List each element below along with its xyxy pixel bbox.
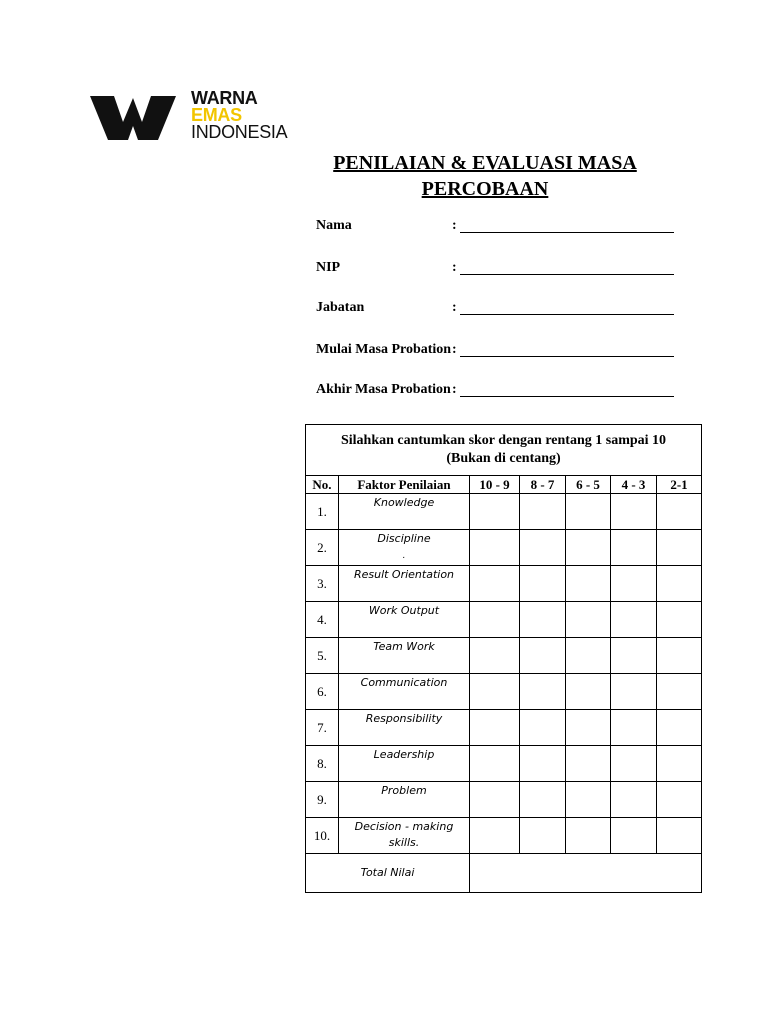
- field-colon: :: [452, 382, 457, 397]
- score-cell[interactable]: [611, 602, 657, 638]
- score-cell[interactable]: [566, 566, 611, 602]
- factor-name: Problem: [339, 782, 470, 818]
- factor-name: [339, 818, 470, 854]
- score-cell[interactable]: [611, 494, 657, 530]
- header-no: No.: [306, 476, 339, 494]
- fill-in-line[interactable]: [460, 356, 674, 357]
- score-cell[interactable]: [657, 674, 702, 710]
- score-cell[interactable]: [520, 602, 566, 638]
- score-cell[interactable]: [657, 710, 702, 746]
- score-cell[interactable]: [470, 782, 520, 818]
- fill-in-line[interactable]: [460, 314, 674, 315]
- factor-name: [339, 530, 470, 566]
- score-cell[interactable]: [520, 530, 566, 566]
- score-cell[interactable]: [657, 566, 702, 602]
- score-cell[interactable]: [520, 710, 566, 746]
- score-cell[interactable]: [566, 638, 611, 674]
- score-cell[interactable]: [520, 566, 566, 602]
- score-cell[interactable]: [520, 782, 566, 818]
- logo-line-warna: WARNA: [191, 88, 258, 108]
- row-number: 10.: [306, 818, 339, 854]
- score-cell[interactable]: [470, 638, 520, 674]
- score-cell[interactable]: [566, 818, 611, 854]
- document-title: [300, 150, 670, 202]
- score-cell[interactable]: [470, 566, 520, 602]
- factor-name: Result Orientation: [339, 566, 470, 602]
- field-label: Akhir Masa Probation: [316, 382, 451, 397]
- score-cell[interactable]: [657, 494, 702, 530]
- logo-w-mark-icon: [90, 92, 176, 142]
- row-number: 6.: [306, 674, 339, 710]
- factor-name: Leadership: [339, 746, 470, 782]
- fill-in-line[interactable]: [460, 274, 674, 275]
- score-cell[interactable]: [520, 746, 566, 782]
- table-row: [306, 602, 702, 638]
- title-line-2: PERCOBAAN: [421, 178, 549, 200]
- table-row: [306, 566, 702, 602]
- field-colon: :: [452, 342, 457, 357]
- field-colon: :: [452, 218, 457, 233]
- score-cell[interactable]: [566, 530, 611, 566]
- row-number: 3.: [306, 566, 339, 602]
- factor-note: .: [402, 551, 406, 561]
- total-row: [306, 854, 702, 893]
- factor-label: Discipline: [377, 532, 431, 545]
- table-header-row: [306, 476, 702, 494]
- score-cell[interactable]: [566, 710, 611, 746]
- score-cell[interactable]: [470, 530, 520, 566]
- row-number: 4.: [306, 602, 339, 638]
- fill-in-line[interactable]: [460, 396, 674, 397]
- logo-wordmark: [191, 90, 287, 141]
- score-cell[interactable]: [470, 710, 520, 746]
- score-cell[interactable]: [611, 674, 657, 710]
- score-cell[interactable]: [611, 566, 657, 602]
- score-cell[interactable]: [566, 746, 611, 782]
- table-row: [306, 494, 702, 530]
- field-label: Nama: [316, 218, 352, 233]
- factor-name: Team Work: [339, 638, 470, 674]
- logo-line-emas: EMAS: [191, 105, 242, 125]
- score-cell[interactable]: [657, 818, 702, 854]
- fill-in-line[interactable]: [460, 232, 674, 233]
- company-logo: [90, 90, 300, 144]
- row-number: 9.: [306, 782, 339, 818]
- factor-name: Knowledge: [339, 494, 470, 530]
- table-row: [306, 818, 702, 854]
- header-score-2-1: 2-1: [657, 476, 702, 494]
- header-score-10-9: 10 - 9: [470, 476, 520, 494]
- total-label: Total Nilai: [306, 854, 470, 893]
- score-cell[interactable]: [520, 674, 566, 710]
- score-cell[interactable]: [566, 782, 611, 818]
- field-colon: :: [452, 300, 457, 315]
- score-cell[interactable]: [657, 530, 702, 566]
- score-cell[interactable]: [470, 746, 520, 782]
- header-score-8-7: 8 - 7: [520, 476, 566, 494]
- row-number: 5.: [306, 638, 339, 674]
- score-cell[interactable]: [657, 602, 702, 638]
- factor-name: Responsibility: [339, 710, 470, 746]
- table-row: [306, 710, 702, 746]
- score-cell[interactable]: [520, 818, 566, 854]
- score-cell[interactable]: [611, 746, 657, 782]
- field-label: Mulai Masa Probation: [316, 342, 452, 357]
- score-cell[interactable]: [611, 530, 657, 566]
- row-number: 8.: [306, 746, 339, 782]
- factor-label: Decision - making: [354, 820, 454, 833]
- score-cell[interactable]: [470, 818, 520, 854]
- table-row: [306, 674, 702, 710]
- score-cell[interactable]: [520, 494, 566, 530]
- score-cell[interactable]: [566, 602, 611, 638]
- score-cell[interactable]: [611, 710, 657, 746]
- factor-name: Work Output: [339, 602, 470, 638]
- total-score-cell[interactable]: [470, 854, 702, 893]
- field-label: Jabatan: [316, 300, 365, 315]
- table-row: [306, 638, 702, 674]
- field-colon: :: [452, 260, 457, 275]
- field-label: NIP: [316, 260, 341, 275]
- table-row: [306, 746, 702, 782]
- row-number: 1.: [306, 494, 339, 530]
- score-cell[interactable]: [611, 782, 657, 818]
- score-cell[interactable]: [520, 638, 566, 674]
- header-score-4-3: 4 - 3: [611, 476, 657, 494]
- header-score-6-5: 6 - 5: [566, 476, 611, 494]
- factor-name: Communication: [339, 674, 470, 710]
- score-cell[interactable]: [611, 818, 657, 854]
- evaluation-table: [305, 424, 702, 893]
- score-cell[interactable]: [470, 602, 520, 638]
- instruction-line-1: Silahkan cantumkan skor dengan rentang 1 sampai 10: [340, 433, 667, 448]
- score-cell[interactable]: [566, 494, 611, 530]
- score-cell[interactable]: [657, 746, 702, 782]
- header-faktor-penilaian: Faktor Penilaian: [339, 476, 470, 494]
- factor-label-line-2: skills.: [388, 836, 420, 849]
- row-number: 2.: [306, 530, 339, 566]
- table-instruction: [306, 425, 702, 476]
- logo-line-indonesia: INDONESIA: [191, 122, 288, 142]
- score-cell[interactable]: [657, 638, 702, 674]
- table-row: [306, 530, 702, 566]
- score-cell[interactable]: [470, 674, 520, 710]
- score-cell[interactable]: [657, 782, 702, 818]
- table-row: [306, 782, 702, 818]
- score-cell[interactable]: [611, 638, 657, 674]
- score-cell[interactable]: [566, 674, 611, 710]
- title-line-1: PENILAIAN & EVALUASI MASA: [333, 152, 637, 174]
- row-number: 7.: [306, 710, 339, 746]
- score-cell[interactable]: [470, 494, 520, 530]
- instruction-line-2: (Bukan di centang): [446, 451, 561, 466]
